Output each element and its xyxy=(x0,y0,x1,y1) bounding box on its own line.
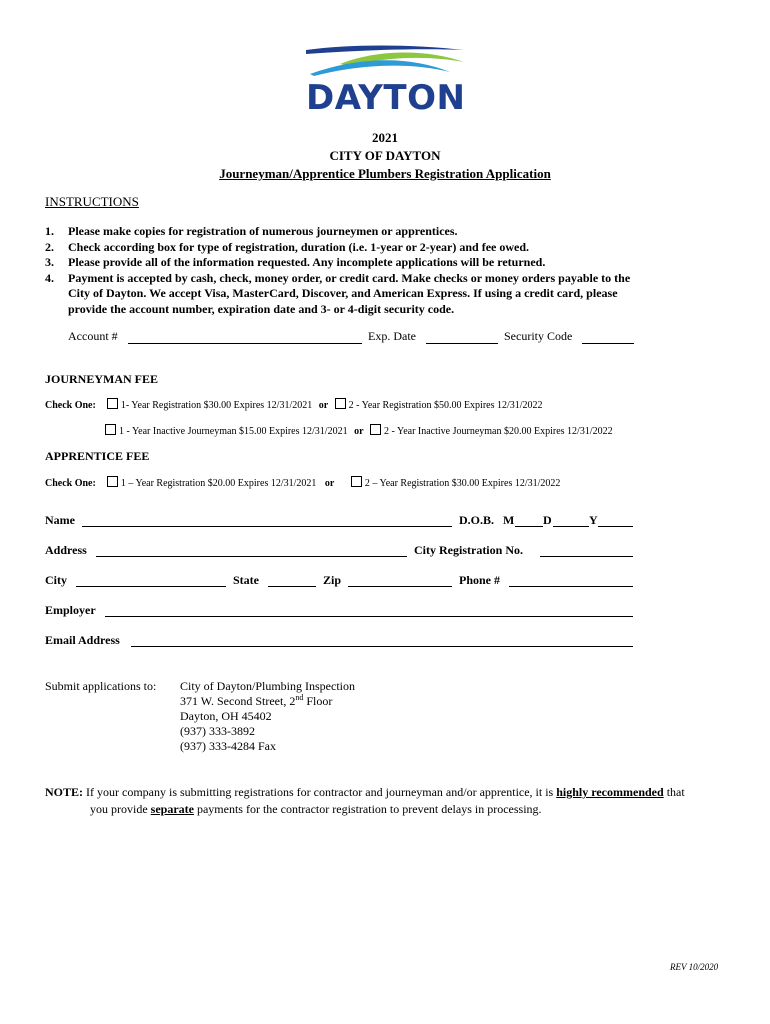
apprentice-1yr-checkbox[interactable] xyxy=(107,476,118,487)
journeyman-inactive-1yr-label: 1 - Year Inactive Journeyman $15.00 Expires 12/31/2021 xyxy=(119,426,348,437)
note-line-2: you provide separate payments for the contractor registration to prevent delays in processing. xyxy=(90,802,542,816)
employer-label: Employer xyxy=(45,603,96,617)
submit-address xyxy=(180,679,355,754)
note-emphasis: highly recommended xyxy=(556,785,664,799)
account-field[interactable] xyxy=(128,343,362,344)
security-code-field[interactable] xyxy=(582,343,634,344)
instructions-heading: INSTRUCTIONS xyxy=(45,194,139,209)
journeyman-1yr-label: 1- Year Registration $30.00 Expires 12/31/2021 xyxy=(120,400,313,411)
journeyman-2yr-label: 2 - Year Registration $50.00 Expires 12/31/2022 xyxy=(348,400,543,411)
dob-d-label: D xyxy=(543,513,552,527)
check-one-label: Check One: xyxy=(45,400,96,411)
apprentice-row xyxy=(45,476,560,489)
city-field[interactable] xyxy=(76,586,226,587)
check-one-label: Check One: xyxy=(45,478,96,489)
submit-line-3: Dayton, OH 45402 xyxy=(180,709,272,723)
state-label: State xyxy=(233,573,259,587)
journeyman-2yr-checkbox[interactable] xyxy=(335,398,346,409)
zip-label: Zip xyxy=(323,573,342,587)
dob-month-field[interactable] xyxy=(515,526,543,527)
or-label: or xyxy=(354,426,364,437)
instruction-item: 4. Payment is accepted by cash, check, money order, or credit card. Make checks or money orders payable to the City of Dayton. We accept Visa, MasterCard, Discover, and American Express. If using a credit card, please provide the account number, expiration date and 3- or 4-digit security code. xyxy=(45,270,631,316)
dayton-logo xyxy=(300,42,470,116)
header-year: 2021 xyxy=(372,130,398,145)
apprentice-2yr-checkbox[interactable] xyxy=(351,476,362,487)
journeyman-heading: JOURNEYMAN FEE xyxy=(45,372,158,386)
city-registration-field[interactable] xyxy=(540,556,633,557)
submit-line-1: City of Dayton/Plumbing Inspection xyxy=(180,679,355,693)
note-label: NOTE: xyxy=(45,785,84,799)
address-field[interactable] xyxy=(96,556,407,557)
revision-label: REV 10/2020 xyxy=(670,962,719,972)
apprentice-2yr-label: 2 – Year Registration $30.00 Expires 12/31/2022 xyxy=(364,478,561,489)
apprentice-1yr-label: 1 – Year Registration $20.00 Expires 12/31/2021 xyxy=(120,478,317,489)
logo-swoosh-icon xyxy=(300,42,470,82)
email-label: Email Address xyxy=(45,633,120,647)
or-label: or xyxy=(318,400,329,411)
dob-y-label: Y xyxy=(589,513,598,527)
dob-label: D.O.B. xyxy=(459,513,495,527)
email-field[interactable] xyxy=(131,646,633,647)
note-line-1: NOTE: If your company is submitting registrations for contractor and journeyman and/or apprentice, it is highly recommended that xyxy=(45,785,685,799)
logo-text: DAYTON xyxy=(306,78,466,118)
submit-line-5: (937) 333-4284 Fax xyxy=(180,739,276,753)
instructions-list xyxy=(45,224,645,317)
or-label: or xyxy=(324,478,335,489)
journeyman-row-1 xyxy=(45,398,543,411)
exp-date-label: Exp. Date xyxy=(368,329,416,343)
header-city: CITY OF DAYTON xyxy=(329,148,441,163)
phone-label: Phone # xyxy=(459,573,501,587)
phone-field[interactable] xyxy=(509,586,633,587)
zip-field[interactable] xyxy=(348,586,452,587)
city-registration-label: City Registration No. xyxy=(414,543,523,557)
city-label: City xyxy=(45,573,67,587)
instruction-item: 3. Please provide all of the information requested. Any incomplete applications will be returned. xyxy=(45,255,546,269)
dob-year-field[interactable] xyxy=(598,526,633,527)
exp-date-field[interactable] xyxy=(426,343,498,344)
address-label: Address xyxy=(45,543,87,557)
instruction-item: 1. Please make copies for registration of numerous journeymen or apprentices. xyxy=(45,224,458,238)
page-title: Journeyman/Apprentice Plumbers Registration Application xyxy=(219,166,551,181)
account-label: Account # xyxy=(68,329,118,343)
journeyman-inactive-1yr-checkbox[interactable] xyxy=(105,424,116,435)
name-label: Name xyxy=(45,513,75,527)
dob-day-field[interactable] xyxy=(553,526,589,527)
journeyman-inactive-2yr-checkbox[interactable] xyxy=(370,424,381,435)
state-field[interactable] xyxy=(268,586,316,587)
journeyman-inactive-2yr-label: 2 - Year Inactive Journeyman $20.00 Expires 12/31/2022 xyxy=(384,426,613,437)
submit-line-2: 371 W. Second Street, 2nd Floor xyxy=(180,693,333,708)
journeyman-row-2 xyxy=(105,424,613,437)
security-code-label: Security Code xyxy=(504,329,573,343)
submit-line-4: (937) 333-3892 xyxy=(180,724,255,738)
name-field[interactable] xyxy=(82,526,452,527)
instruction-item: 2. Check according box for type of registration, duration (i.e. 1-year or 2-year) and fee owed. xyxy=(45,239,530,254)
submit-label: Submit applications to: xyxy=(45,679,157,693)
dob-m-label: M xyxy=(503,513,515,527)
employer-field[interactable] xyxy=(105,616,633,617)
apprentice-heading: APPRENTICE FEE xyxy=(45,449,150,463)
note-emphasis: separate xyxy=(150,802,194,816)
journeyman-1yr-checkbox[interactable] xyxy=(107,398,118,409)
